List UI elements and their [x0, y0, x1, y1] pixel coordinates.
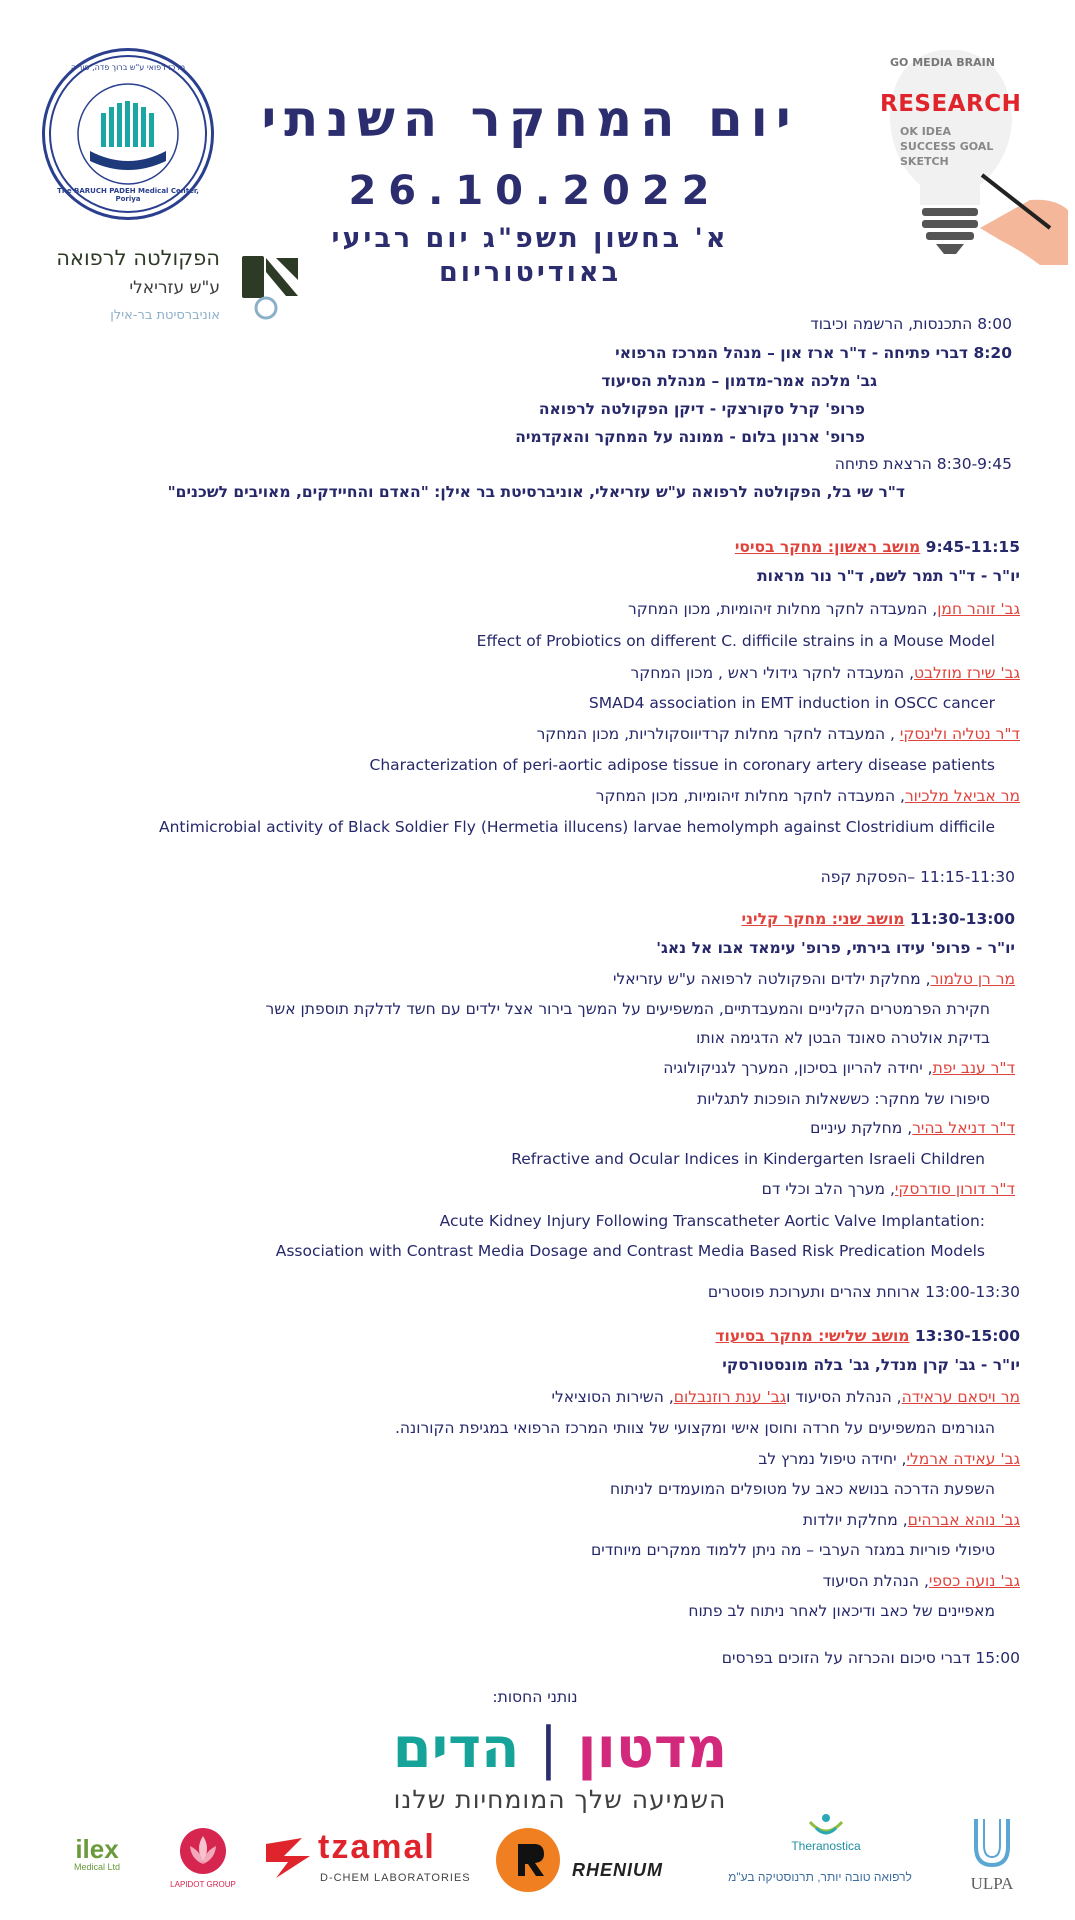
bulb-word: SKETCH — [900, 155, 949, 168]
speaker-name: מר רן טלמור — [930, 970, 1015, 988]
talk-title: SMAD4 association in EMT induction in OSCC cancer — [588, 694, 995, 712]
logo-separator: | — [539, 1716, 558, 1781]
bulb-word: GOAL — [959, 140, 994, 153]
page-title: יום המחקר השנתי — [261, 90, 799, 148]
talk-speaker-line — [613, 970, 1015, 988]
rhenium-logo-icon — [494, 1826, 562, 1894]
hadim-word: הדים — [392, 1716, 520, 1781]
opening-speaker: פרופ' קרל סקורצקי - דיקן הפקולטה לרפואה — [538, 400, 865, 418]
session1-chairs: יו"ר - ד"ר תמר לשם, ד"ר נור מראות — [757, 567, 1020, 585]
talk-speaker-line — [630, 664, 1020, 682]
lapidot-logo-icon — [178, 1826, 228, 1876]
session3-chairs: יו"ר - גב' קרן מנדל, גב' בלה מונסטורסקי — [722, 1356, 1020, 1374]
theranostica-logo-icon — [806, 1812, 846, 1838]
bulb-word: BRAIN — [956, 56, 995, 69]
talk-title: מאפיינים של כאב ודיכאון לאחר ניתוח לב פתוח — [688, 1602, 995, 1620]
seal-text-top: מרכז רפואי ע"ש ברוך פדה, פוריה — [70, 63, 186, 72]
opening-gathering: 8:00 התכנסות, הרשמה וכיבוד — [810, 315, 1012, 333]
event-date: 26.10.2022 — [348, 168, 722, 214]
faculty-logo-mark — [236, 250, 306, 322]
faculty-subtitle: ע"ש עזריאלי — [129, 278, 220, 298]
talk-title: השפעת הדרכה בנושא כאב על מטופלים המועמדים לניתוח — [610, 1480, 995, 1498]
talk-title: Antimicrobial activity of Black Soldier Fly (Hermetia illucens) larvae hemolymph against Clostridium difficile — [158, 818, 995, 836]
sponsor-tagline: השמיעה שלך המומחיות שלנו — [393, 1785, 727, 1814]
talk-title: טיפולי פוריות במגזר הערבי – מה ניתן ללמוד ממקרים מיוחדים — [591, 1541, 995, 1559]
talk-speaker-line — [823, 1572, 1020, 1590]
session1-name: מושב ראשון: מחקר בסיסי — [734, 538, 921, 556]
speaker-name: ד"ר דורון סודרסקי — [894, 1180, 1015, 1198]
lapidot-name: LAPIDOT GROUP — [170, 1880, 236, 1889]
closing: 15:00 דברי סיכום והכרזה על הזוכים בפרסים — [721, 1649, 1020, 1667]
event-subtitle — [250, 222, 810, 290]
tzamal-logo-icon — [262, 1834, 314, 1882]
session1-time: 9:45-11:15 — [925, 538, 1020, 556]
talk-speaker-line — [803, 1511, 1020, 1529]
research-word: RESEARCH — [880, 91, 1022, 117]
speaker-affiliation: , מערך הלב וכלי דם — [761, 1180, 895, 1198]
ulpa-name: ULPA — [970, 1874, 1014, 1893]
speaker-affiliation: , המעבדה לחקר גידולי ראש , מכון המחקר — [630, 664, 915, 682]
speaker-affiliation: , המעבדה לחקר מחלות קרדיווסקולריות, מכון המחקר — [536, 725, 900, 743]
lunch-break: 13:00-13:30 ארוחת צהרים ותערוכת פוסטרים — [707, 1283, 1020, 1301]
talk-speaker-line — [762, 1180, 1015, 1198]
talk-title: Characterization of peri-aortic adipose tissue in coronary artery disease patients — [369, 756, 995, 774]
medtun-hadim-logo — [380, 1716, 740, 1781]
session2-chairs: יו"ר - פרופ' עידו בירתי, פרופ' עימאד אבו אל נאג' — [656, 939, 1015, 957]
opening-lecture-time: 8:30-9:45 הרצאת פתיחה — [834, 455, 1012, 473]
speaker-affiliation: , הנהלת הסיעוד ו — [786, 1388, 902, 1406]
ilex-name: ilex — [75, 1834, 119, 1864]
talk-title: Refractive and Ocular Indices in Kindergarten Israeli Children — [511, 1150, 985, 1168]
sponsors-label: נותני החסות: — [492, 1688, 578, 1706]
talk-speaker-line — [663, 1059, 1015, 1077]
theranostica-sub: לרפואה טובה יותר, תרנוסטיקה בע"מ — [728, 1870, 912, 1884]
speaker-name: גב' שירז מוזלבט — [914, 664, 1020, 682]
seal-text-bottom: The BARUCH PADEH Medical Center, Poriya — [57, 187, 199, 203]
speaker-name: ד"ר דניאל בהיר — [912, 1119, 1015, 1137]
bulb-word: SUCCESS — [900, 140, 956, 153]
talk-title: סיפורו של מחקר: כששאלות הופכות לתגליות — [697, 1090, 990, 1108]
faculty-title: הפקולטה לרפואה — [56, 246, 220, 270]
speaker-name: ד"ר ענב יפת — [932, 1059, 1015, 1077]
speaker-affiliation: , המעבדה לחקר מחלות זיהומיות, מכון המחקר — [628, 600, 938, 618]
session2-header — [741, 910, 1015, 928]
speaker-affiliation: , מחלקת יולדות — [802, 1511, 908, 1529]
opening-speaker: גב' מלכה אמר-מדמון – מנהלת הסיעוד — [601, 372, 877, 390]
talk-speaker-line — [552, 1388, 1020, 1406]
talk-title: Effect of Probiotics on different C. difficile strains in a Mouse Model — [476, 632, 995, 650]
bulb-word: MEDIA — [912, 56, 953, 69]
talk-title: בדיקת אולטרה סאונד הבטן לא הדגימה אותו — [696, 1029, 990, 1047]
coffee-break: 11:15-11:30 –הפסקת קפה — [820, 868, 1015, 886]
speaker-name: גב' עאידה ארמלי — [906, 1450, 1020, 1468]
ulpa-logo-icon — [970, 1815, 1014, 1871]
speaker-affiliation: , יחידה טיפול נמרץ לב — [758, 1450, 907, 1468]
speaker-name: מר ויסאם עראידה — [901, 1388, 1020, 1406]
speaker-name: ד"ר נטליה ולינסקי — [899, 725, 1020, 743]
session3-name: מושב שלישי: מחקר בסיעוד — [715, 1327, 910, 1345]
session2-name: מושב שני: מחקר קליני — [741, 910, 905, 928]
speaker-name: גב' נועה כספי — [928, 1572, 1020, 1590]
speaker-affiliation: , השירות הסוציאלי — [551, 1388, 674, 1406]
speaker-name: גב' ענת רוזנבלום — [673, 1388, 787, 1406]
talk-title: הגורמים המשפיעים על חרדה וחוסן אישי ומקצועי של צוותי המרכז הרפואי במגיפת הקורונה. — [394, 1419, 995, 1437]
opening-lecture: ד"ר שי בל, הפקולטה לרפואה ע"ש עזריאלי, אוניברסיטת בר אילן: "האדם והחיידקים, מאויבים לשכנים" — [167, 483, 905, 501]
bulb-word: GO — [890, 56, 909, 69]
talk-title: חקירת הפרמטרים הקליניים והמעבדתיים, המשפיעים על המשך בירור אצל ילדים עם חשד לדלקת תוספתן אשר — [265, 1000, 990, 1018]
opening-speaker: פרופ' ארנון בלום - ממונה על המחקר והאקדמיה — [515, 428, 865, 446]
tzamal-name: tzamal — [318, 1828, 436, 1866]
bulb-words-lower — [900, 124, 1010, 169]
speaker-affiliation: , המעבדה לחקר מחלות זיהומיות, מכון המחקר — [595, 787, 905, 805]
talk-speaker-line — [758, 1450, 1020, 1468]
speaker-name: מר אביאל מלכיור — [904, 787, 1020, 805]
talk-speaker-line — [596, 787, 1020, 805]
talk-title: Association with Contrast Media Dosage and Contrast Media Based Risk Predication Models — [275, 1242, 985, 1260]
session3-time: 13:30-15:00 — [914, 1327, 1020, 1345]
talk-speaker-line — [537, 725, 1020, 743]
subtitle-line-1: א' בחשון תשפ"ג יום רביעי — [331, 223, 729, 254]
talk-speaker-line — [810, 1119, 1015, 1137]
opening-welcome: 8:20 דברי פתיחה - ד"ר ארז און – מנהל המרכז הרפואי — [615, 344, 1012, 362]
ilex-logo — [62, 1836, 132, 1872]
speaker-affiliation: , מחלקת עיניים — [810, 1119, 913, 1137]
bulb-words — [890, 56, 1015, 70]
ilex-sub: Medical Ltd — [73, 1862, 121, 1872]
bulb-word: IDEA — [921, 125, 951, 138]
speaker-affiliation: , הנהלת הסיעוד — [822, 1572, 929, 1590]
talk-title: Acute Kidney Injury Following Transcatheter Aortic Valve Implantation: — [439, 1212, 985, 1230]
tzamal-sub: D-CHEM LABORATORIES — [320, 1872, 471, 1884]
speaker-name: גב' נוהא אברהים — [907, 1511, 1020, 1529]
speaker-name: גב' זוהר חמן — [937, 600, 1020, 618]
medical-center-logo — [42, 48, 214, 220]
session2-time: 11:30-13:00 — [909, 910, 1015, 928]
talk-speaker-line — [628, 600, 1020, 618]
theranostica-name: Theranostica — [791, 1839, 861, 1853]
medtun-word: מדטון — [577, 1716, 728, 1781]
subtitle-line-2: באודיטוריום — [438, 257, 622, 288]
bulb-word: OK — [900, 125, 918, 138]
speaker-affiliation: , מחלקת ילדים והפקולטה לרפואה ע"ש עזריאלי — [612, 970, 931, 988]
speaker-affiliation: , יחידה להריון בסיכון, המערך לגניקולוגיה — [663, 1059, 933, 1077]
faculty-university: אוניברסיטת בר-אילן — [110, 308, 220, 323]
session3-header — [715, 1327, 1020, 1345]
rhenium-name: RHENIUM — [572, 1860, 663, 1880]
session1-header — [735, 538, 1020, 556]
